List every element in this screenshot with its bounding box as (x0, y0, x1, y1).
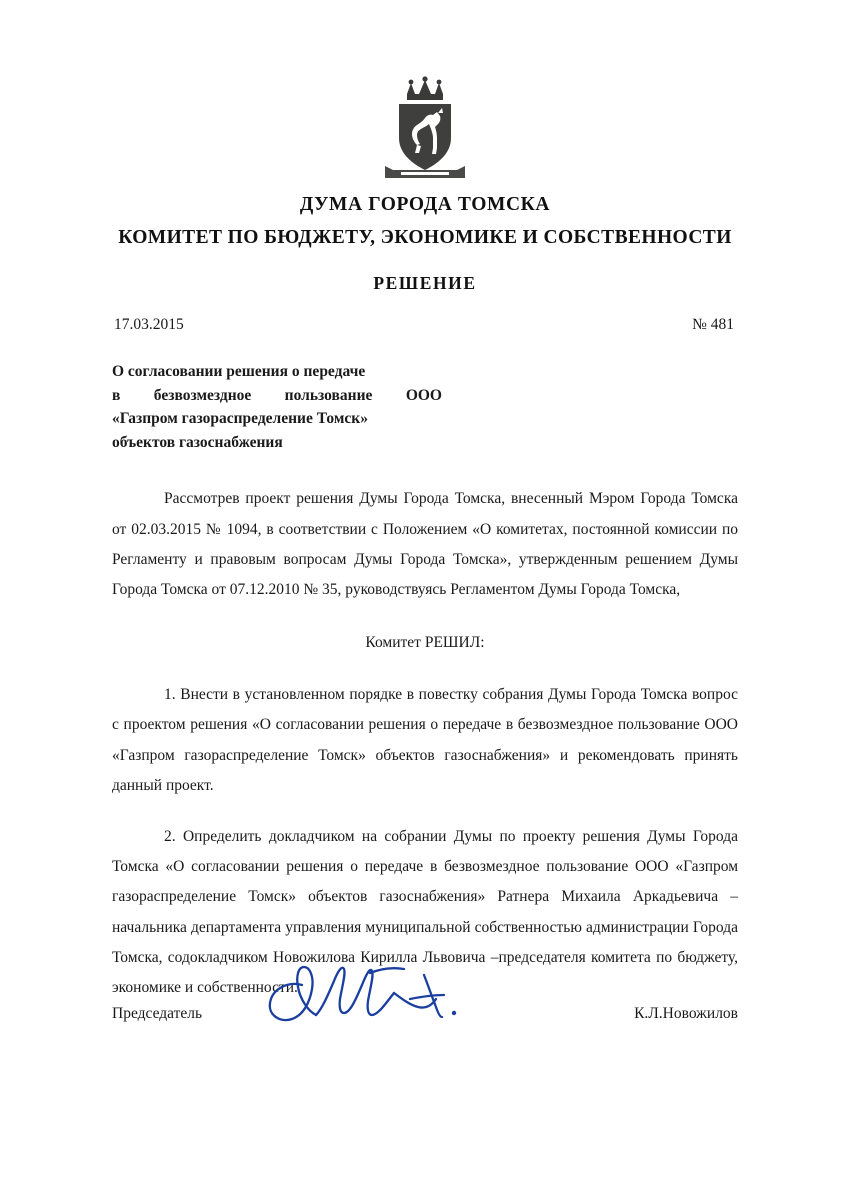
committee-title: КОМИТЕТ ПО БЮДЖЕТУ, ЭКОНОМИКЕ И СОБСТВЕННОСТИ (118, 227, 732, 248)
signer-name: К.Л.Новожилов (634, 1005, 738, 1022)
subject-line-3: «Газпром газораспределение Томск» (112, 410, 368, 428)
document-meta-row (112, 316, 738, 334)
signer-title: Председатель (112, 1005, 203, 1022)
org-title: ДУМА ГОРОДА ТОМСКА (299, 194, 551, 215)
document-number: № 481 (692, 316, 734, 333)
emblem-container (112, 0, 738, 186)
signature-row (112, 1005, 738, 1025)
item-paragraph-2: 2. Определить докладчиком на собрании Думы по проекту решения Думы Города Томска «О согласовании решения о передаче в безвозмездное пользование ООО «Газпром газораспределение Томск» объектов газоснабжения» Ратнера Михаила Аркадьевича – начальника департамента управления муниципальной собственностью администрации Города Томска, содокладчиком Новожилова Кирилла Львовича –председателя комитета по бюджету, экономике и собственности. (112, 827, 738, 997)
subject-line-1: О согласовании решения о передаче (112, 363, 366, 380)
coat-of-arms-icon (381, 74, 469, 186)
document-type: РЕШЕНИЕ (373, 273, 477, 293)
document-subject (112, 360, 442, 454)
preamble-paragraph: Рассмотрев проект решения Думы Города Томска, внесенный Мэром Города Томска от 02.03.2015 № 1094, в соответствии с Положением «О комитетах, постоянной комиссии по Регламенту и правовым вопросам Думы Города Томска», утвержденным решением Думы Города Томска от 07.12.2010 № 35, руководствуясь Регламентом Думы Города Томска, (112, 490, 738, 599)
document-body (112, 484, 738, 1004)
subject-line-2: в безвозмездное пользование ООО (112, 386, 442, 404)
subject-line-4: объектов газоснабжения (112, 433, 283, 451)
resolve-line: Комитет РЕШИЛ: (365, 633, 485, 651)
item-paragraph-1: 1. Внести в установленном порядке в повестку собрания Думы Города Томска вопрос с проектом решения «О согласовании решения о передаче в безвозмездное пользование ООО «Газпром газораспределение Томск» объектов газоснабжения» и рекомендовать принять данный проект. (112, 686, 738, 795)
document-date: 17.03.2015 (114, 316, 184, 333)
